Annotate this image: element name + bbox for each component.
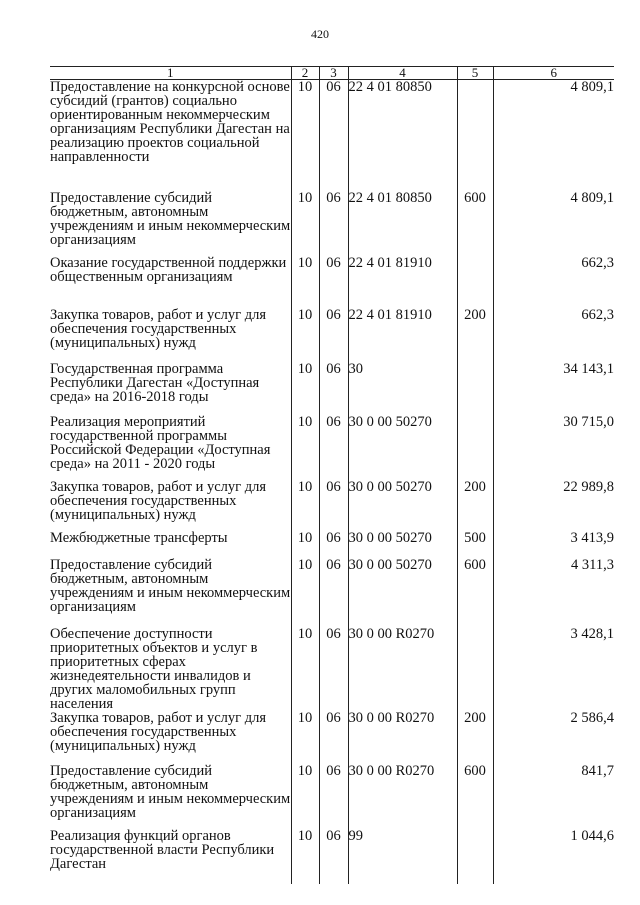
table-row [50,627,614,711]
row-subsection: 06 [319,308,348,362]
row-section: 10 [291,711,319,764]
row-amount: 22 989,8 [493,480,614,531]
row-name: Межбюджетные трансферты [50,529,228,546]
row-type [457,829,493,884]
row-name: Государственная программа Республики Дагестан «Доступная среда» на 2016-2018 годы [50,360,260,405]
row-subsection: 06 [319,191,348,256]
row-name: Реализация функций органов государственной власти Республики Дагестан [50,827,275,872]
row-code: 30 0 00 50270 [348,480,457,531]
table-row [50,480,614,531]
row-amount: 1 044,6 [493,829,614,884]
table-row [50,531,614,558]
row-name: Закупка товаров, работ и услуг для обеспечения государственных (муниципальных) нужд [50,306,267,351]
row-name: Предоставление субсидий бюджетным, автономным учреждениям и иным некоммерческим организациям [50,556,291,615]
row-code: 30 [348,362,457,415]
table-row [50,80,614,191]
row-section: 10 [291,558,319,627]
row-type: 200 [457,308,493,362]
row-code: 30 0 00 R0270 [348,627,457,711]
table-row [50,256,614,308]
row-amount: 2 586,4 [493,711,614,764]
row-type: 600 [457,558,493,627]
row-code: 30 0 00 R0270 [348,711,457,764]
row-amount: 662,3 [493,308,614,362]
row-amount: 841,7 [493,764,614,829]
row-section: 10 [291,829,319,884]
row-amount: 3 413,9 [493,531,614,558]
row-code: 30 0 00 R0270 [348,764,457,829]
row-section: 10 [291,80,319,191]
row-type: 200 [457,480,493,531]
table-row [50,415,614,480]
row-name: Оказание государственной поддержки общественным организациям [50,254,287,285]
row-code: 30 0 00 50270 [348,531,457,558]
row-type: 600 [457,191,493,256]
column-header-name: 1 [50,67,291,80]
budget-table [50,66,614,884]
table-row [50,711,614,764]
row-section: 10 [291,764,319,829]
row-type [457,80,493,191]
row-type [457,415,493,480]
row-code: 22 4 01 81910 [348,256,457,308]
row-code: 22 4 01 80850 [348,80,457,191]
row-subsection: 06 [319,711,348,764]
table-row [50,558,614,627]
row-section: 10 [291,480,319,531]
row-section: 10 [291,191,319,256]
page-number: 420 [311,27,329,41]
row-amount: 662,3 [493,256,614,308]
row-section: 10 [291,362,319,415]
row-amount: 4 809,1 [493,80,614,191]
row-name: Закупка товаров, работ и услуг для обеспечения государственных (муниципальных) нужд [50,709,267,754]
row-type [457,362,493,415]
row-amount: 4 809,1 [493,191,614,256]
row-name: Закупка товаров, работ и услуг для обеспечения государственных (муниципальных) нужд [50,478,267,523]
row-subsection: 06 [319,480,348,531]
row-code: 22 4 01 81910 [348,308,457,362]
row-type: 200 [457,711,493,764]
table-row [50,764,614,829]
row-subsection: 06 [319,764,348,829]
row-subsection: 06 [319,558,348,627]
row-name: Предоставление субсидий бюджетным, автономным учреждениям и иным некоммерческим организациям [50,762,291,821]
row-code: 30 0 00 50270 [348,415,457,480]
row-section: 10 [291,256,319,308]
row-subsection: 06 [319,256,348,308]
row-code: 22 4 01 80850 [348,191,457,256]
row-amount: 34 143,1 [493,362,614,415]
row-code: 99 [348,829,457,884]
row-name: Предоставление субсидий бюджетным, автономным учреждениям и иным некоммерческим организациям [50,189,291,248]
table-row [50,829,614,884]
column-header-section: 2 [291,67,319,80]
row-name: Обеспечение доступности приоритетных объектов и услуг в приоритетных сферах жизнедеятельности инвалидов и других маломобильных групп населения [50,625,258,712]
row-amount: 3 428,1 [493,627,614,711]
row-subsection: 06 [319,829,348,884]
row-amount: 30 715,0 [493,415,614,480]
row-subsection: 06 [319,627,348,711]
row-name: Предоставление на конкурсной основе субсидий (грантов) социально ориентированным некоммерческим организациям Республики Дагестан на реализацию проектов социальной направленности [50,79,290,165]
row-subsection: 06 [319,415,348,480]
row-subsection: 06 [319,362,348,415]
row-section: 10 [291,627,319,711]
table-row [50,362,614,415]
table-row [50,308,614,362]
row-type [457,627,493,711]
row-amount: 4 311,3 [493,558,614,627]
column-header-type: 5 [457,67,493,80]
row-subsection: 06 [319,531,348,558]
row-section: 10 [291,308,319,362]
row-section: 10 [291,415,319,480]
row-subsection: 06 [319,80,348,191]
table-header-row [50,67,614,80]
row-code: 30 0 00 50270 [348,558,457,627]
row-name: Реализация мероприятий государственной программы Российской Федерации «Доступная среда» на 2011 - 2020 годы [50,413,271,472]
column-header-subsection: 3 [319,67,348,80]
row-type: 600 [457,764,493,829]
row-type [457,256,493,308]
column-header-amount: 6 [493,67,614,80]
table-row [50,191,614,256]
row-type: 500 [457,531,493,558]
row-section: 10 [291,531,319,558]
column-header-code: 4 [348,67,457,80]
